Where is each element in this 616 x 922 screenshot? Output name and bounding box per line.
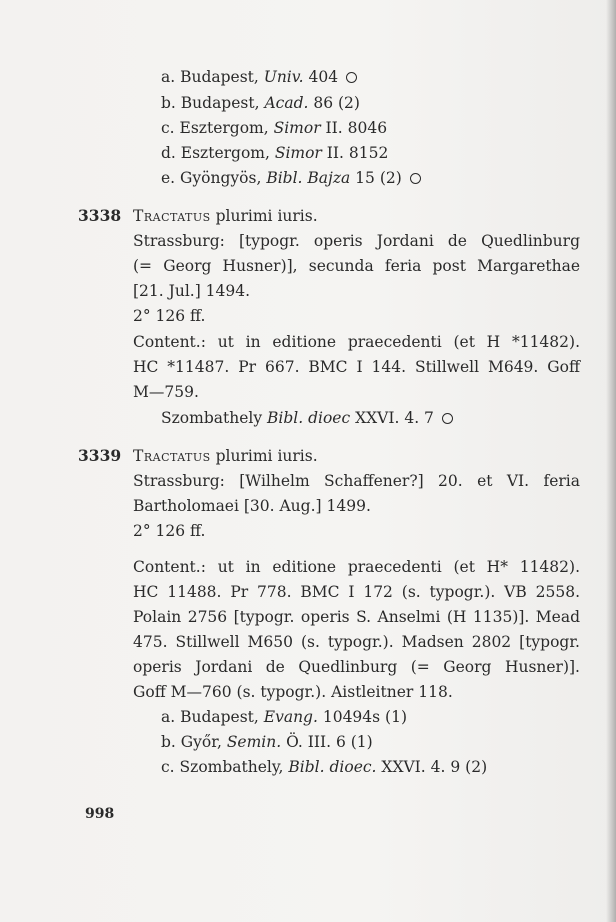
- entry-title: Tractatus plurimi iuris.: [133, 447, 318, 465]
- entry-title: Tractatus plurimi iuris.: [133, 207, 318, 225]
- content-line: Content.: ut in editione praecedenti (et H* 11482).: [133, 558, 580, 576]
- content-line: 475. Stillwell M650 (s. typogr.). Madsen 2802 [typogr.: [133, 633, 580, 651]
- content-line: HC 11488. Pr 778. BMC I 172 (s. typogr.). VB 2558.: [133, 583, 580, 601]
- content-line: Goff M—760 (s. typogr.). Aistleitner 118.: [133, 683, 453, 701]
- copy-line: d. Esztergom, Simor II. 8152: [161, 144, 389, 162]
- copy-line: e. Gyöngyös, Bibl. Bajza 15 (2): [161, 168, 421, 188]
- imprint-line: (= Georg Husner)], secunda feria post Margarethae: [133, 257, 580, 275]
- imprint-line: Bartholomaei [30. Aug.] 1499.: [133, 497, 371, 515]
- copy-line: c. Szombathely, Bibl. dioec. XXVI. 4. 9 (2): [161, 758, 488, 776]
- circle-mark-icon: [442, 413, 453, 424]
- content-line: HC *11487. Pr 667. BMC I 144. Stillwell M649. Goff: [133, 358, 580, 376]
- content-line: Content.: ut in editione praecedenti (et H *11482).: [133, 333, 580, 351]
- copy-line: b. Budapest, Acad. 86 (2): [161, 94, 360, 112]
- imprint-line: [21. Jul.] 1494.: [133, 282, 251, 300]
- content-line: operis Jordani de Quedlinburg (= Georg Husner)].: [133, 658, 580, 676]
- copy-line: Szombathely Bibl. dioec XXVI. 4. 7: [161, 408, 453, 428]
- entry-number: 3339: [78, 446, 122, 465]
- format-line: 2° 126 ff.: [133, 522, 206, 540]
- imprint-line: Strassburg: [Wilhelm Schaffener?] 20. et VI. feria: [133, 472, 580, 490]
- content-line: M—759.: [133, 383, 199, 401]
- copy-line: c. Esztergom, Simor II. 8046: [161, 119, 388, 137]
- copy-line: a. Budapest, Univ. 404: [161, 67, 357, 87]
- circle-mark-icon: [346, 72, 357, 83]
- page-edge-shadow: [606, 0, 616, 922]
- copy-line: b. Győr, Semin. Ö. III. 6 (1): [161, 733, 373, 751]
- entry-number: 3338: [78, 206, 122, 225]
- format-line: 2° 126 ff.: [133, 307, 206, 325]
- content-line: Polain 2756 [typogr. operis S. Anselmi (H 1135)]. Mead: [133, 608, 580, 626]
- imprint-line: Strassburg: [typogr. operis Jordani de Quedlinburg: [133, 232, 580, 250]
- circle-mark-icon: [410, 173, 421, 184]
- copy-line: a. Budapest, Evang. 10494s (1): [161, 708, 407, 726]
- page-number: 998: [85, 806, 115, 822]
